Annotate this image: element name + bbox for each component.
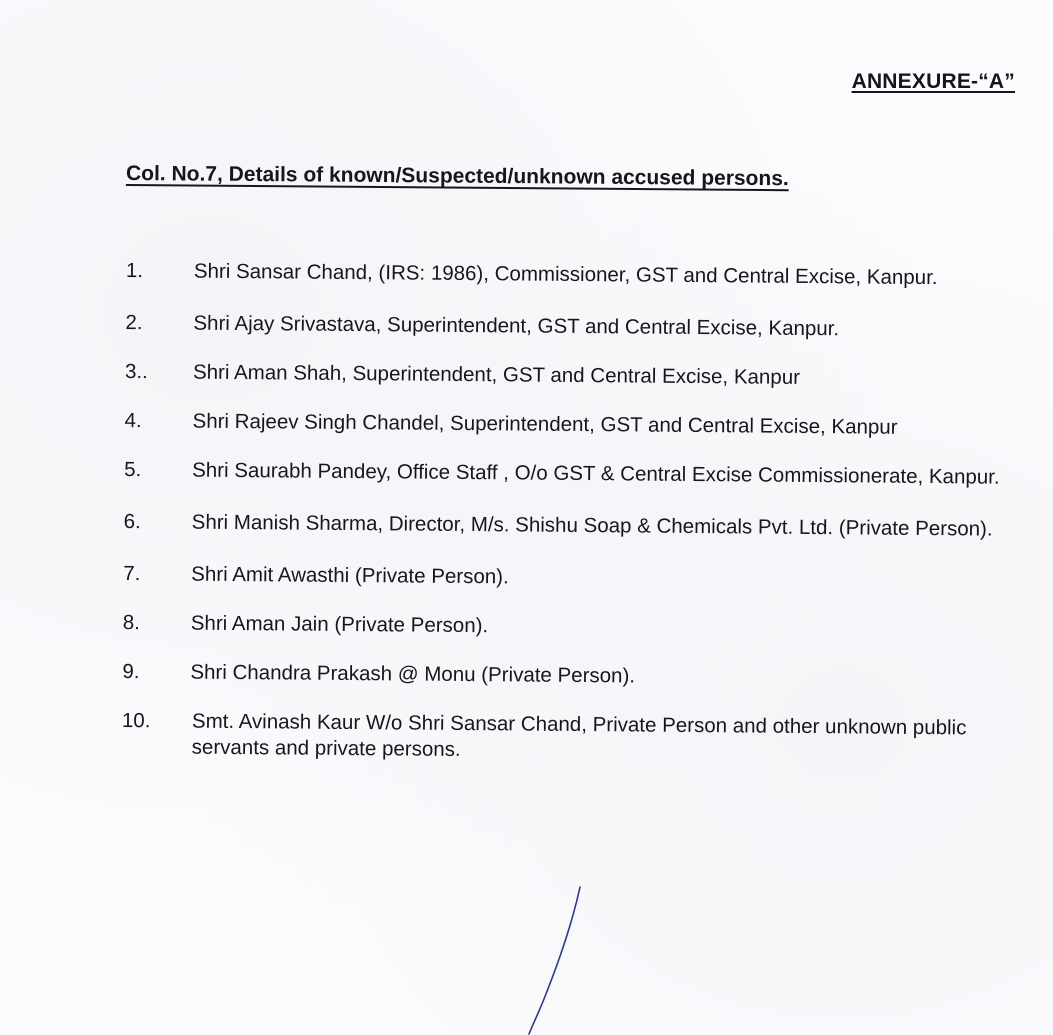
item-text: Shri Chandra Prakash @ Monu (Private Person). — [190, 660, 636, 688]
item-text: Shri Manish Sharma, Director, M/s. Shishu Soap & Chemicals Pvt. Ltd. (Private Person). — [191, 510, 993, 541]
item-text: Shri Aman Shah, Superintendent, GST and Central Excise, Kanpur — [192, 360, 801, 389]
item-text: Shri Saurabh Pandey, Office Staff , O/o GST & Central Excise Commissionerate, Kanpur. — [192, 458, 1000, 489]
list-item — [122, 408, 1012, 442]
list-item — [122, 509, 1012, 543]
accused-list — [120, 258, 1014, 768]
item-number: 1. — [125, 259, 144, 283]
list-item — [122, 457, 1012, 491]
section-heading: Col. No.7, Details of known/Suspected/unknown accused persons. — [125, 162, 789, 191]
annexure-label: ANNEXURE-“A” — [851, 70, 1015, 93]
item-number: 5. — [124, 458, 142, 482]
item-number: 4. — [124, 409, 142, 433]
item-number: 10. — [121, 709, 151, 733]
item-text: Shri Rajeev Singh Chandel, Superintendent, GST and Central Excise, Kanpur — [192, 409, 898, 439]
item-number: 6. — [123, 510, 141, 534]
signature-stroke — [520, 884, 590, 1035]
item-text: Shri Ajay Srivastava, Superintendent, GST and Central Excise, Kanpur. — [193, 311, 840, 341]
item-number: 7. — [123, 562, 141, 586]
list-item — [123, 310, 1013, 344]
item-number: 2. — [125, 311, 143, 335]
list-item — [120, 659, 1010, 693]
list-item — [121, 610, 1011, 644]
item-text: Shri Aman Jain (Private Person). — [190, 611, 489, 638]
list-item — [120, 708, 1010, 768]
item-number: 3.. — [124, 360, 148, 384]
item-text: Shri Amit Awasthi (Private Person). — [191, 562, 509, 589]
list-item — [124, 258, 1014, 292]
list-item — [123, 359, 1013, 393]
item-number: 8. — [122, 611, 141, 635]
item-number: 9. — [122, 660, 140, 684]
item-text: Shri Sansar Chand, (IRS: 1986), Commissioner, GST and Central Excise, Kanpur. — [193, 259, 938, 290]
list-item — [121, 561, 1011, 595]
item-text: Smt. Avinash Kaur W/o Shri Sansar Chand, Private Person and other unknown public servants and private persons. — [191, 709, 967, 761]
